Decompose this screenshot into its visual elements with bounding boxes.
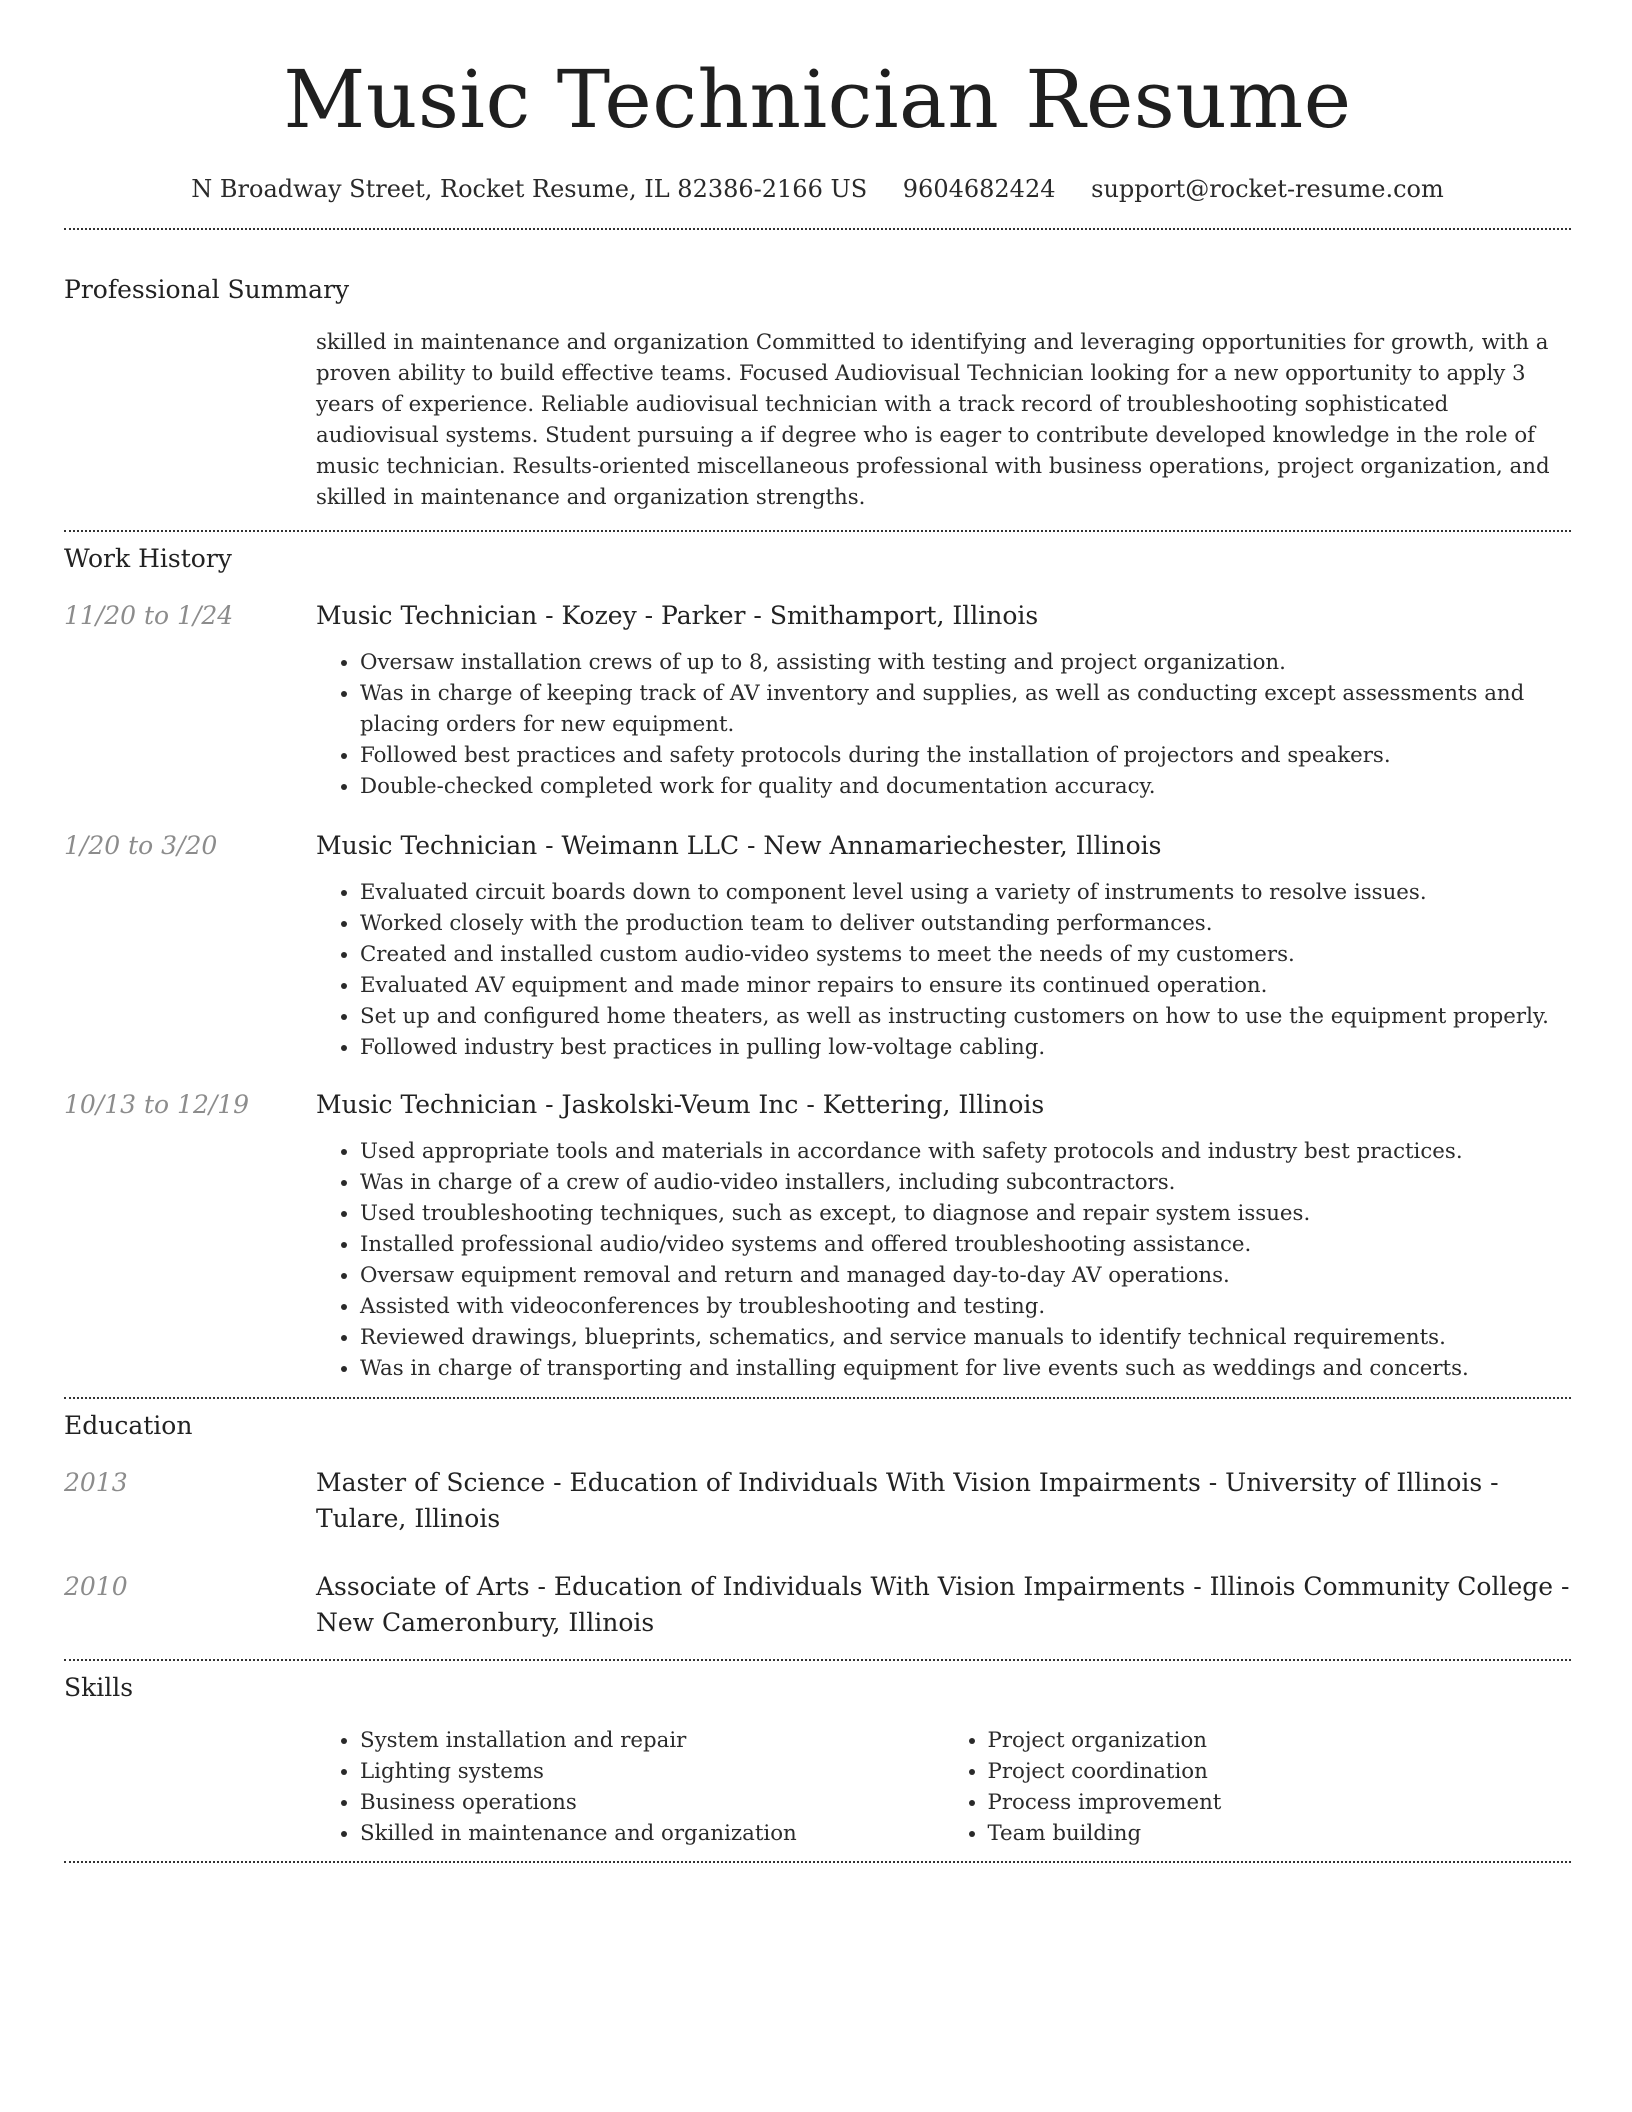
job-bullet: • Was in charge of keeping track of AV inventory and supplies, as well as conducting except assessments and placing orders for new equipment. (360, 678, 1571, 740)
degree: Associate of Arts - Education of Individuals With Vision Impairments (316, 1572, 1186, 1601)
job-bullet: • Reviewed drawings, blueprints, schematics, and service manuals to identify technical requirements. (360, 1322, 1571, 1353)
email: support@rocket-resume.com (1091, 175, 1444, 203)
divider (64, 228, 1571, 230)
job-bullet: • Assisted with videoconferences by troubleshooting and testing. (360, 1291, 1571, 1322)
skills-column-left (316, 1725, 944, 1849)
job-bullet: • Oversaw equipment removal and return and managed day-to-day AV operations. (360, 1260, 1571, 1291)
job-bullet: • Evaluated AV equipment and made minor repairs to ensure its continued operation. (360, 970, 1571, 1001)
job-bullet: • Installed professional audio/video systems and offered troubleshooting assistance. (360, 1229, 1571, 1260)
skill-item: • Project coordination (988, 1756, 1572, 1787)
education-title (316, 1465, 1571, 1537)
job-entry (64, 828, 1571, 1063)
job-dates: 10/13 to 12/19 (64, 1090, 250, 1119)
skill-item: • Business operations (360, 1787, 944, 1818)
degree: Master of Science - Education of Individuals With Vision Impairments (316, 1468, 1201, 1497)
job-bullet: • Worked closely with the production team to deliver outstanding performances. (360, 908, 1571, 939)
job-bullet: • Evaluated circuit boards down to component level using a variety of instruments to resolve issues. (360, 877, 1571, 908)
education-title (316, 1569, 1571, 1641)
job-title: Music Technician - Weimann LLC - New Annamariechester, Illinois (316, 831, 1162, 860)
education-entry (64, 1569, 1571, 1641)
job-bullet: • Was in charge of a crew of audio-video installers, including subcontractors. (360, 1167, 1571, 1198)
job-bullet: • Set up and configured home theaters, as well as instructing customers on how to use the equipment properly. (360, 1001, 1571, 1032)
summary-text: skilled in maintenance and organization Committed to identifying and leveraging opportunities for growth, with a proven ability to build effective teams. Focused Audiovisual Technician looking for a new opportunity to apply 3 years of experience. Reliable audiovisual technician with a track record of troubleshooting sophisticated audiovisual systems. Student pursuing a if degree who is eager to contribute developed knowledge in the role of music technician. Results-oriented miscellaneous professional with business operations, project organization, and skilled in maintenance and organization strengths. (316, 330, 1550, 510)
job-title: Music Technician - Kozey - Parker - Smithamport, Illinois (316, 601, 1039, 630)
skill-item: • System installation and repair (360, 1725, 944, 1756)
section-heading-work-history: Work History (64, 544, 232, 573)
job-dates: 11/20 to 1/24 (64, 601, 234, 630)
page-title: Music Technician Resume (283, 53, 1352, 146)
education-year: 2013 (64, 1468, 128, 1497)
job-bullet: • Created and installed custom audio-video systems to meet the needs of my customers. (360, 939, 1571, 970)
skill-item: • Project organization (988, 1725, 1572, 1756)
job-bullet: • Used troubleshooting techniques, such as except, to diagnose and repair system issues. (360, 1198, 1571, 1229)
school: - University of Illinois - Tulare, Illinois (316, 1468, 1499, 1533)
section-heading-summary: Professional Summary (64, 275, 350, 304)
education-year: 2010 (64, 1572, 128, 1601)
job-bullet: • Followed industry best practices in pulling low-voltage cabling. (360, 1032, 1571, 1063)
job-entry (64, 598, 1571, 802)
job-bullets (316, 1136, 1571, 1384)
address: N Broadway Street, Rocket Resume, IL 82386-2166 US (191, 175, 868, 203)
school: - Illinois Community College - New Cameronbury, Illinois (316, 1572, 1570, 1637)
divider (64, 1659, 1571, 1661)
skill-item: • Skilled in maintenance and organization (360, 1818, 944, 1849)
skills-column-right (944, 1725, 1572, 1849)
job-bullet: • Was in charge of transporting and installing equipment for live events such as weddings and concerts. (360, 1353, 1571, 1384)
divider (64, 1397, 1571, 1399)
skills-list (316, 1725, 1571, 1849)
education-entry (64, 1465, 1571, 1537)
divider (64, 1861, 1571, 1863)
job-title: Music Technician - Jaskolski-Veum Inc - Kettering, Illinois (316, 1090, 1045, 1119)
job-bullet: • Oversaw installation crews of up to 8, assisting with testing and project organization. (360, 647, 1571, 678)
divider (64, 530, 1571, 532)
job-bullets (316, 877, 1571, 1063)
job-bullet: • Followed best practices and safety protocols during the installation of projectors and speakers. (360, 740, 1571, 771)
phone: 9604682424 (902, 175, 1056, 203)
job-dates: 1/20 to 3/20 (64, 831, 218, 860)
skill-item: • Lighting systems (360, 1756, 944, 1787)
summary-block (316, 327, 1571, 513)
resume-page (64, 0, 1571, 1863)
job-entry (64, 1087, 1571, 1384)
skill-item: • Team building (988, 1818, 1572, 1849)
section-heading-education: Education (64, 1411, 193, 1440)
contact-info (64, 172, 1571, 206)
skill-item: • Process improvement (988, 1787, 1572, 1818)
job-bullet: • Double-checked completed work for quality and documentation accuracy. (360, 771, 1571, 802)
section-heading-skills: Skills (64, 1673, 134, 1702)
job-bullets (316, 647, 1571, 802)
job-bullet: • Used appropriate tools and materials in accordance with safety protocols and industry best practices. (360, 1136, 1571, 1167)
